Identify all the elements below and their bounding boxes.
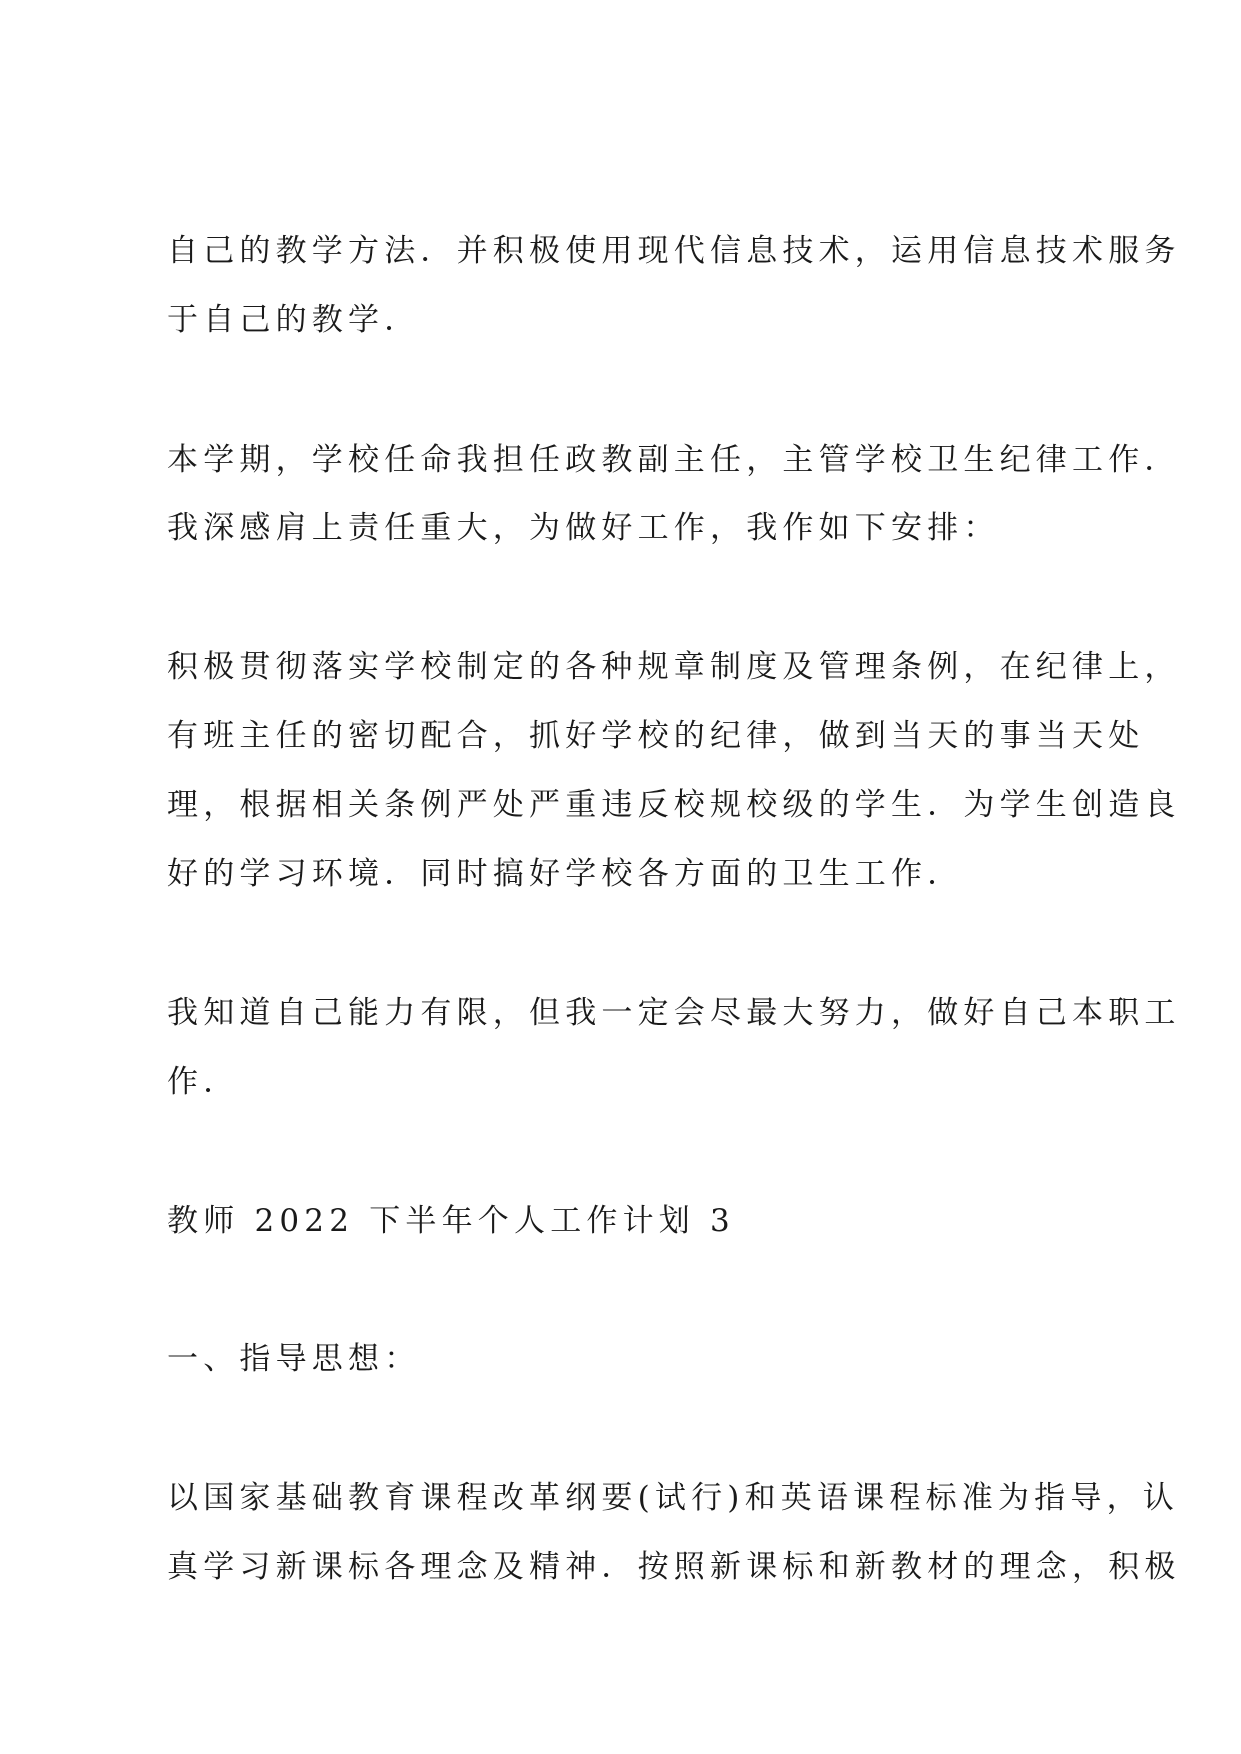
paragraph-3-line-1: 积极贯彻落实学校制定的各种规章制度及管理条例，在纪律上， <box>167 649 1181 685</box>
paragraph-5-line-2: 真学习新课标各理念及精神．按照新课标和新教材的理念，积极 <box>167 1549 1181 1585</box>
paragraph-4-line-1: 我知道自己能力有限，但我一定会尽最大努力，做好自己本职工 <box>167 995 1181 1031</box>
section-heading: 教师 2022 下半年个人工作计划 3 <box>167 1203 735 1239</box>
subsection-heading: 一、指导思想： <box>167 1341 421 1377</box>
paragraph-1-line-1: 自己的教学方法．并积极使用现代信息技术，运用信息技术服务 <box>167 233 1181 269</box>
paragraph-5-line-1: 以国家基础教育课程改革纲要(试行)和英语课程标准为指导，认 <box>167 1480 1179 1516</box>
paragraph-2-line-1: 本学期，学校任命我担任政教副主任，主管学校卫生纪律工作． <box>167 442 1181 478</box>
paragraph-1-line-2: 于自己的教学． <box>167 302 421 338</box>
paragraph-3-line-2: 有班主任的密切配合，抓好学校的纪律，做到当天的事当天处 <box>167 718 1145 754</box>
paragraph-3-line-3: 理，根据相关条例严处严重违反校规校级的学生．为学生创造良 <box>167 787 1181 823</box>
paragraph-3-line-4: 好的学习环境．同时搞好学校各方面的卫生工作． <box>167 856 964 892</box>
paragraph-2-line-2: 我深感肩上责任重大，为做好工作，我作如下安排： <box>167 510 1000 546</box>
paragraph-4-line-2: 作． <box>167 1064 240 1100</box>
